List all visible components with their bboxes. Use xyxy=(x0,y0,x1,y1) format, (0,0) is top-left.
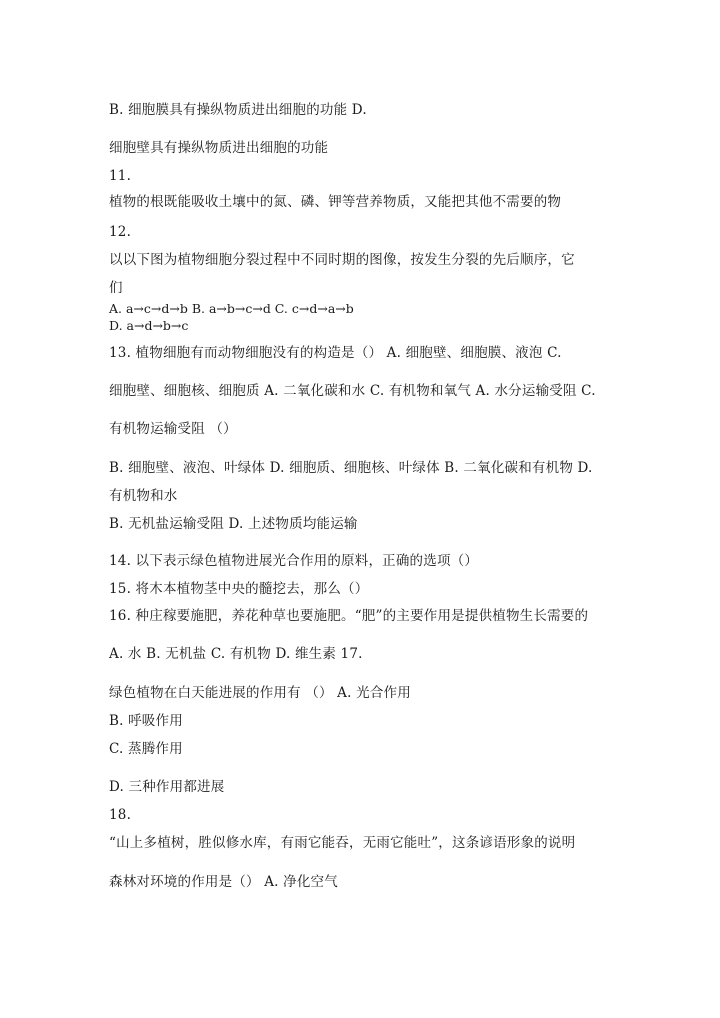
text-line: 以以下图为植物细胞分裂过程中不同时期的图像，按发生分裂的先后顺序，它 xyxy=(109,252,575,268)
text-line: A. 水 B. 无机盐 C. 有机物 D. 维生素 17. xyxy=(109,646,363,662)
text-line: 植物的根既能吸收土壤中的氮、磷、钾等营养物质，又能把其他不需要的物 xyxy=(109,194,562,210)
text-line: B. 呼吸作用 xyxy=(109,713,183,729)
text-line: 18. xyxy=(109,807,132,823)
text-line: 森林对环境的作用是（） A. 净化空气 xyxy=(109,874,338,890)
text-line: B. 无机盐运输受阻 D. 上述物质均能运输 xyxy=(109,516,358,532)
text-line: D. 三种作用都进展 xyxy=(109,779,225,795)
text-line: 11. xyxy=(109,168,132,184)
text-line: A. a→c→d→b B. a→b→c→d C. c→d→a→b xyxy=(109,301,354,316)
text-line: 15. 将木本植物茎中央的髓挖去，那么（） xyxy=(109,581,369,597)
text-line: 细胞壁、细胞核、细胞质 A. 二氧化碳和水 C. 有机物和氧气 A. 水分运输受阻 C. xyxy=(109,383,596,399)
text-line: 14. 以下表示绿色植物进展光合作用的原料，正确的选项（） xyxy=(109,553,479,569)
text-line: 有机物运输受阻 （） xyxy=(109,421,237,437)
text-line: 16. 种庄稼要施肥，养花种草也要施肥。“肥”的主要作用是提供植物生长需要的 xyxy=(109,608,589,624)
text-line: 绿色植物在白天能进展的作用有 （） A. 光合作用 xyxy=(109,685,411,701)
text-line: C. 蒸腾作用 xyxy=(109,741,183,757)
text-line: “山上多植树，胜似修水库，有雨它能吞，无雨它能吐”，这条谚语形象的说明 xyxy=(109,835,576,851)
text-line: 12. xyxy=(109,224,132,240)
text-line: 们 xyxy=(109,280,123,296)
text-line: 13. 植物细胞有而动物细胞没有的构造是（） A. 细胞壁、细胞膜、液泡 C. xyxy=(109,345,562,361)
text-line: 有机物和水 xyxy=(109,488,178,504)
text-line: B. 细胞壁、液泡、叶绿体 D. 细胞质、细胞核、叶绿体 B. 二氧化碳和有机物 D. xyxy=(109,460,593,476)
text-line: B. 细胞膜具有操纵物质进出细胞的功能 D. xyxy=(109,102,367,118)
text-line: D. a→d→b→c xyxy=(109,318,189,333)
text-line: 细胞壁具有操纵物质进出细胞的功能 xyxy=(109,140,329,156)
